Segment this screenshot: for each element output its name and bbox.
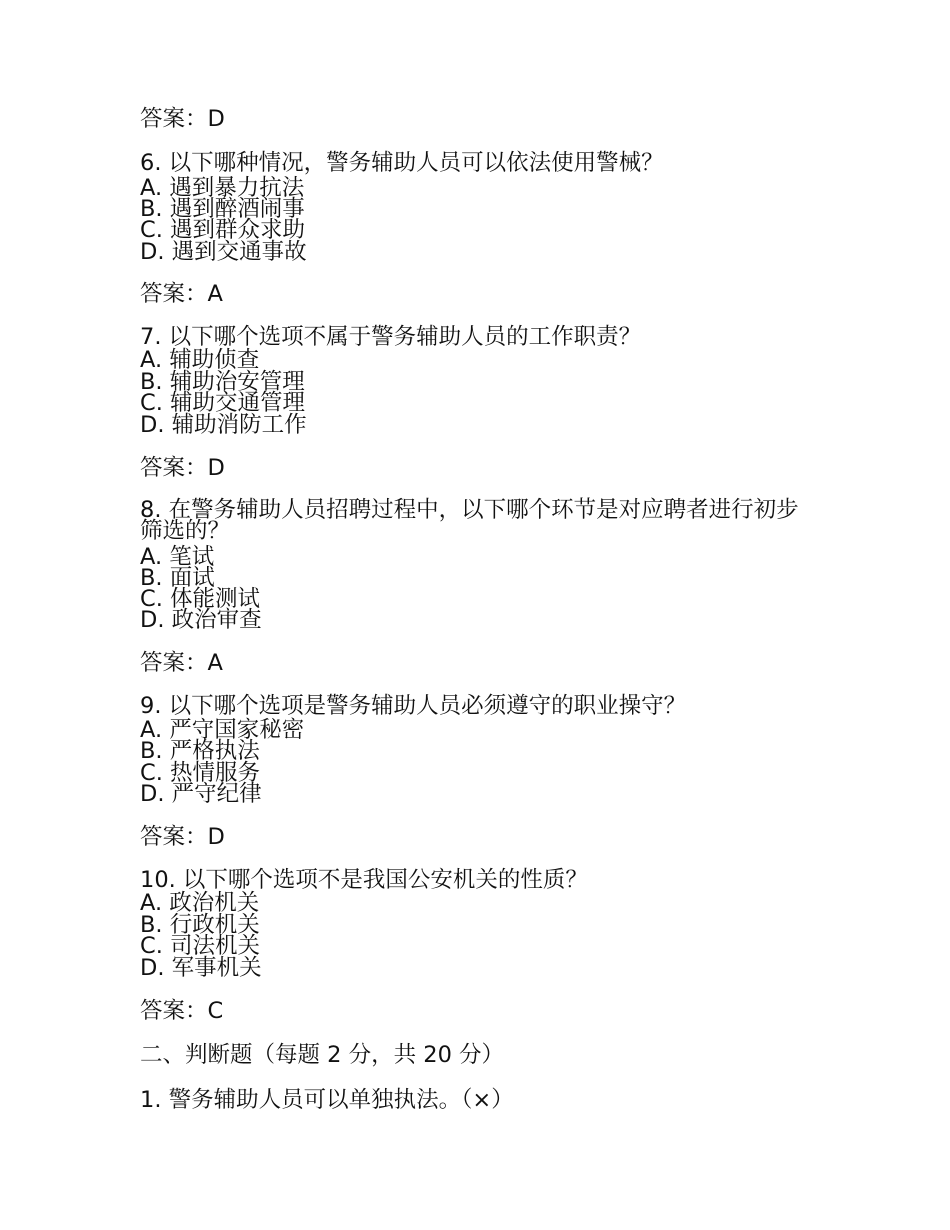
option-text: C. 体能测试 — [140, 586, 261, 612]
answer-line: 答案：D — [140, 106, 225, 132]
option-text: A. 政治机关 — [140, 890, 260, 916]
option-text: A. 辅助侦查 — [140, 347, 260, 373]
option-text: C. 热情服务 — [140, 760, 261, 786]
option-text: D. 遇到交通事故 — [140, 239, 307, 265]
answer-line: 答案：A — [140, 281, 223, 307]
option-text: B. 遇到醉酒闹事 — [140, 196, 305, 222]
option-text: D. 辅助消防工作 — [140, 412, 307, 438]
option-text: C. 司法机关 — [140, 933, 261, 959]
question-text: 8. 在警务辅助人员招聘过程中，以下哪个环节是对应聘者进行初步筛选的？ — [140, 497, 799, 544]
option-text: B. 面试 — [140, 565, 215, 591]
option-text: A. 严守国家秘密 — [140, 717, 305, 743]
option-text: B. 行政机关 — [140, 912, 260, 938]
option-text: C. 辅助交通管理 — [140, 390, 306, 416]
option-text: B. 严格执法 — [140, 738, 260, 764]
option-text: A. 笔试 — [140, 544, 215, 570]
option-text: B. 辅助治安管理 — [140, 369, 305, 395]
option-text: A. 遇到暴力抗法 — [140, 175, 305, 201]
option-text: C. 遇到群众求助 — [140, 217, 306, 243]
answer-line: 答案：D — [140, 824, 225, 850]
answer-line: 答案：D — [140, 455, 225, 481]
answer-line: 答案：C — [140, 998, 224, 1024]
option-text: D. 严守纪律 — [140, 781, 262, 807]
statement-text: 1. 警务辅助人员可以单独执法。（×） — [140, 1087, 514, 1113]
option-text: D. 政治审查 — [140, 607, 262, 633]
question-text: 7. 以下哪个选项不属于警务辅助人员的工作职责？ — [140, 324, 642, 350]
section-heading: 二、判断题（每题 2 分，共 20 分） — [140, 1042, 505, 1068]
question-text: 6. 以下哪种情况，警务辅助人员可以依法使用警械？ — [140, 150, 664, 176]
answer-line: 答案：A — [140, 650, 223, 676]
question-text: 10. 以下哪个选项不是我国公安机关的性质？ — [140, 867, 588, 893]
option-text: D. 军事机关 — [140, 955, 262, 981]
question-text: 9. 以下哪个选项是警务辅助人员必须遵守的职业操守？ — [140, 693, 687, 719]
